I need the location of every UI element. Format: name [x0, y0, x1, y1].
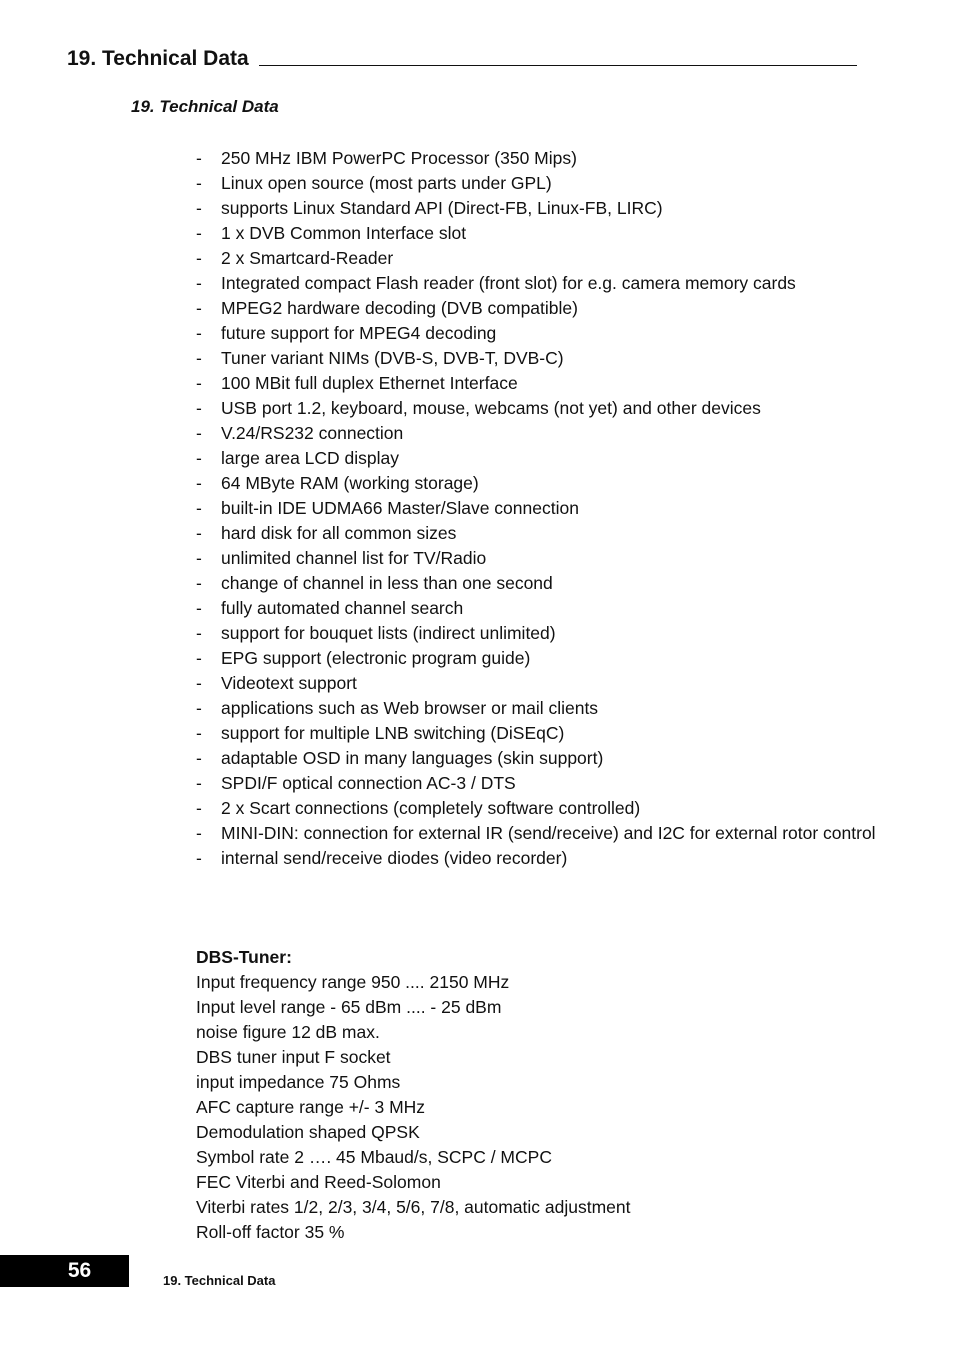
feature-item — [196, 146, 876, 171]
feature-item — [196, 571, 876, 596]
feature-dash: - — [196, 373, 202, 393]
feature-text: large area LCD display — [221, 448, 400, 468]
feature-item — [196, 846, 876, 871]
feature-dash: - — [196, 848, 202, 868]
feature-text: EPG support (electronic program guide) — [221, 648, 531, 668]
tuner-spec-line: Roll-off factor 35 % — [196, 1222, 345, 1242]
tuner-spec-line: Viterbi rates 1/2, 2/3, 3/4, 5/6, 7/8, automatic adjustment — [196, 1197, 631, 1217]
feature-text: V.24/RS232 connection — [221, 423, 404, 443]
feature-item — [196, 471, 876, 496]
feature-item — [196, 821, 876, 846]
feature-item — [196, 246, 876, 271]
tuner-spec-line: Symbol rate 2 …. 45 Mbaud/s, SCPC / MCPC — [196, 1147, 552, 1167]
feature-text: Videotext support — [221, 673, 357, 693]
feature-list — [196, 146, 876, 871]
feature-item — [196, 346, 876, 371]
page-header — [67, 42, 857, 72]
page-number-box — [0, 1255, 129, 1287]
feature-item — [196, 446, 876, 471]
tuner-spec-line: noise figure 12 dB max. — [196, 1022, 380, 1042]
tuner-spec-line: Input level range - 65 dBm .... - 25 dBm — [196, 997, 502, 1017]
feature-text: SPDI/F optical connection AC-3 / DTS — [221, 773, 516, 793]
feature-text: 100 MBit full duplex Ethernet Interface — [221, 373, 518, 393]
feature-dash: - — [196, 323, 202, 343]
feature-text: 2 x Smartcard-Reader — [221, 248, 394, 268]
feature-dash: - — [196, 173, 202, 193]
feature-text: MPEG2 hardware decoding (DVB compatible) — [221, 298, 578, 318]
tuner-heading: DBS-Tuner: — [196, 947, 292, 967]
feature-dash: - — [196, 573, 202, 593]
tuner-spec-line: AFC capture range +/- 3 MHz — [196, 1097, 426, 1117]
feature-item — [196, 296, 876, 321]
feature-text: hard disk for all common sizes — [221, 523, 457, 543]
feature-dash: - — [196, 348, 202, 368]
footer-label: 19. Technical Data — [163, 1273, 276, 1288]
feature-text: unlimited channel list for TV/Radio — [221, 548, 487, 568]
page-number: 56 — [67, 1259, 92, 1282]
feature-dash: - — [196, 398, 202, 418]
feature-text: change of channel in less than one second — [221, 573, 553, 593]
feature-item — [196, 621, 876, 646]
feature-item — [196, 496, 876, 521]
tuner-spec-line: DBS tuner input F socket — [196, 1047, 391, 1067]
feature-dash: - — [196, 623, 202, 643]
feature-text: supports Linux Standard API (Direct-FB, Linux-FB, LIRC) — [221, 198, 663, 218]
header-rule — [259, 65, 857, 66]
feature-dash: - — [196, 448, 202, 468]
tuner-spec-line: Input frequency range 950 .... 2150 MHz — [196, 972, 510, 992]
feature-item — [196, 546, 876, 571]
feature-text: Tuner variant NIMs (DVB-S, DVB-T, DVB-C) — [221, 348, 564, 368]
feature-text: 1 x DVB Common Interface slot — [221, 223, 467, 243]
tuner-spec-line: FEC Viterbi and Reed-Solomon — [196, 1172, 441, 1192]
section-title: 19. Technical Data — [131, 97, 279, 116]
feature-dash: - — [196, 498, 202, 518]
feature-item — [196, 646, 876, 671]
feature-dash: - — [196, 473, 202, 493]
feature-dash: - — [196, 248, 202, 268]
feature-text: support for multiple LNB switching (DiSEqC) — [221, 723, 565, 743]
feature-dash: - — [196, 698, 202, 718]
feature-dash: - — [196, 673, 202, 693]
feature-item — [196, 396, 876, 421]
feature-text: support for bouquet lists (indirect unlimited) — [221, 623, 556, 643]
header-title: 19. Technical Data — [67, 47, 249, 70]
feature-item — [196, 596, 876, 621]
feature-text: future support for MPEG4 decoding — [221, 323, 497, 343]
feature-item — [196, 171, 876, 196]
feature-dash: - — [196, 823, 202, 843]
feature-item — [196, 371, 876, 396]
feature-text: 250 MHz IBM PowerPC Processor (350 Mips) — [221, 148, 577, 168]
feature-dash: - — [196, 798, 202, 818]
feature-item — [196, 321, 876, 346]
feature-dash: - — [196, 298, 202, 318]
feature-dash: - — [196, 198, 202, 218]
tuner-spec-line: input impedance 75 Ohms — [196, 1072, 401, 1092]
feature-text: Linux open source (most parts under GPL) — [221, 173, 552, 193]
tuner-specs — [196, 945, 876, 1245]
feature-dash: - — [196, 148, 202, 168]
feature-text: adaptable OSD in many languages (skin support) — [221, 748, 604, 768]
feature-item — [196, 671, 876, 696]
feature-text: fully automated channel search — [221, 598, 464, 618]
feature-dash: - — [196, 773, 202, 793]
feature-item — [196, 196, 876, 221]
feature-dash: - — [196, 748, 202, 768]
feature-item — [196, 421, 876, 446]
feature-text: 2 x Scart connections (completely software controlled) — [221, 798, 641, 818]
tuner-lines — [196, 970, 876, 1245]
feature-item — [196, 796, 876, 821]
feature-dash: - — [196, 273, 202, 293]
feature-item — [196, 746, 876, 771]
feature-text: 64 MByte RAM (working storage) — [221, 473, 479, 493]
feature-text: internal send/receive diodes (video recorder) — [221, 848, 568, 868]
feature-text: applications such as Web browser or mail clients — [221, 698, 599, 718]
feature-dash: - — [196, 548, 202, 568]
feature-dash: - — [196, 423, 202, 443]
feature-item — [196, 221, 876, 246]
feature-dash: - — [196, 598, 202, 618]
feature-item — [196, 271, 876, 296]
feature-text: Integrated compact Flash reader (front slot) for e.g. camera memory cards — [221, 273, 796, 293]
feature-item — [196, 721, 876, 746]
feature-item — [196, 521, 876, 546]
tuner-spec-line: Demodulation shaped QPSK — [196, 1122, 420, 1142]
feature-dash: - — [196, 523, 202, 543]
feature-text: MINI-DIN: connection for external IR (send/receive) and I2C for external rotor control — [221, 823, 876, 843]
feature-item — [196, 696, 876, 721]
feature-text: USB port 1.2, keyboard, mouse, webcams (not yet) and other devices — [221, 398, 761, 418]
feature-dash: - — [196, 223, 202, 243]
feature-item — [196, 771, 876, 796]
feature-text: built-in IDE UDMA66 Master/Slave connection — [221, 498, 579, 518]
feature-dash: - — [196, 648, 202, 668]
feature-dash: - — [196, 723, 202, 743]
